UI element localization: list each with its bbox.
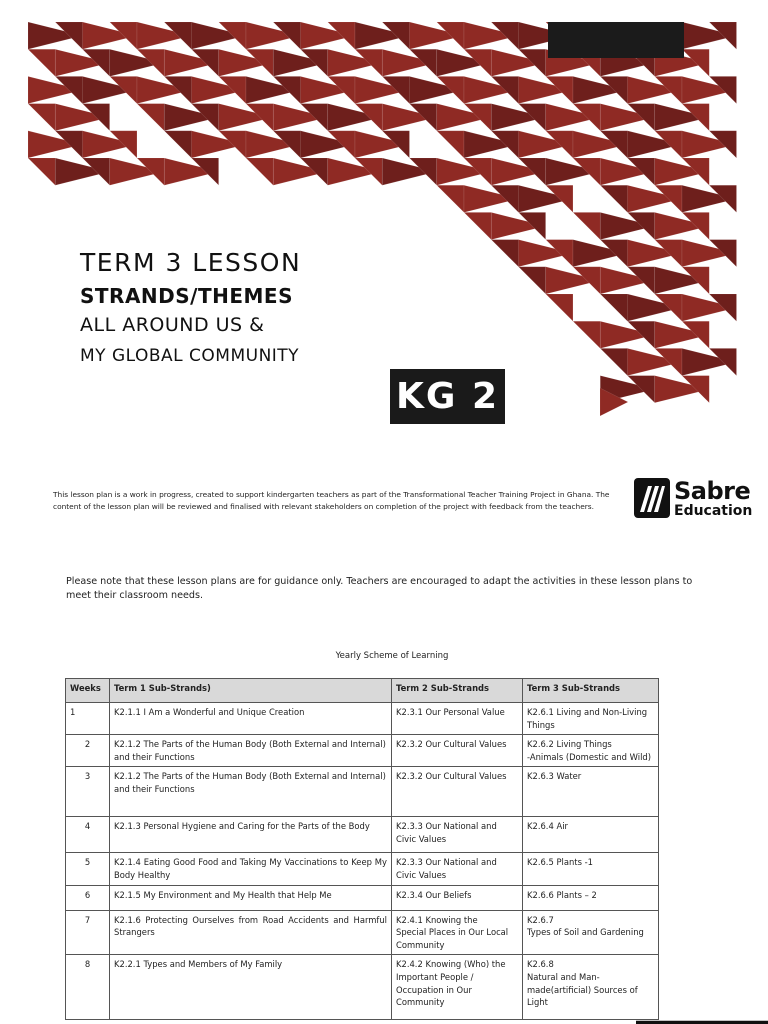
table-row [66,817,659,853]
table-row [66,735,659,767]
cell-week: 1 [66,703,110,735]
cell-term3: K2.6.1 Living and Non-Living Things [523,703,659,735]
cell-week: 2 [66,735,110,767]
cell-term1: K2.1.5 My Environment and My Health that Help Me [110,885,392,910]
cell-term2: K2.3.1 Our Personal Value [392,703,523,735]
pattern-triangle [28,158,55,185]
pattern-triangle [573,321,600,348]
logo-name: Sabre [674,476,751,505]
pattern-triangle [491,240,518,267]
table-header-row [66,679,659,703]
cell-term1: K2.1.2 The Parts of the Human Body (Both External and Internal) and their Functions [110,735,392,767]
cell-term2: K2.4.1 Knowing the Special Places in Our Local Community [392,910,523,955]
table-row [66,767,659,817]
cover-title-line-2: STRANDS/THEMES [80,284,293,308]
table-row [66,853,659,885]
pattern-triangle [519,267,546,294]
cell-term2: K2.4.2 Knowing (Who) the Important People / Occupation in Our Community [392,955,523,1020]
cell-term1: K2.1.4 Eating Good Food and Taking My Vaccinations to Keep My Body Healthy [110,853,392,885]
cell-term3: K2.6.5 Plants -1 [523,853,659,885]
logo-subtitle: Education [674,502,753,519]
cell-term2: K2.3.2 Our Cultural Values [392,735,523,767]
cell-term3: K2.6.4 Air [523,817,659,853]
pattern-edge-mask [738,0,768,440]
pattern-triangle [28,49,55,76]
guidance-note: Please note that these lesson plans are for guidance only. Teachers are encouraged to adapt the activities in these lesson plans to meet their classroom needs. [66,576,693,601]
disclaimer-text: This lesson plan is a work in progress, created to support kindergarten teachers as part of the Transformational Teacher Training Project in Ghana. The content of the lesson plan will be reviewed and finalised with relevant stakeholders on completion of the project with feedback from the teachers. [53,490,610,511]
cover-title-line-3: ALL AROUND US & [80,314,265,336]
table-title: Yearly Scheme of Learning [335,651,449,661]
cover-dark-block [548,22,684,58]
table-row [66,955,659,1020]
cell-week: 6 [66,885,110,910]
cell-term1: K2.1.6 Protecting Ourselves from Road Accidents and Harmful Strangers [110,910,392,955]
cover-title-line-4: MY GLOBAL COMMUNITY [80,346,300,366]
cell-term1: K2.1.3 Personal Hygiene and Caring for the Parts of the Body [110,817,392,853]
cell-week: 4 [66,817,110,853]
cell-term2: K2.3.4 Our Beliefs [392,885,523,910]
pattern-triangle [546,294,573,321]
cell-term1: K2.1.2 The Parts of the Human Body (Both External and Internal) and their Functions [110,767,392,817]
pattern-triangle [464,212,491,239]
cell-week: 3 [66,767,110,817]
cell-term3: K2.6.3 Water [523,767,659,817]
table-row [66,910,659,955]
pattern-triangle [437,185,464,212]
cell-term3: K2.6.8 Natural and Man-made(artificial) Sources of Light [523,955,659,1020]
header-term2: Term 2 Sub-Strands [392,679,523,703]
table-row [66,703,659,735]
yearly-scheme-table [65,678,659,1020]
pattern-triangle [28,104,55,131]
cover-triangle-pattern [0,0,768,440]
kg-level-badge: KG 2 [390,369,505,424]
cell-term2: K2.3.2 Our Cultural Values [392,767,523,817]
header-term1: Term 1 Sub-Strands) [110,679,392,703]
pattern-triangle [600,348,627,375]
cell-term3: K2.6.6 Plants – 2 [523,885,659,910]
cell-week: 5 [66,853,110,885]
sabre-logo-icon [634,478,670,518]
cell-term1: K2.1.1 I Am a Wonderful and Unique Creation [110,703,392,735]
cell-term3: K2.6.7 Types of Soil and Gardening [523,910,659,955]
cell-week: 7 [66,910,110,955]
cell-term3: K2.6.2 Living Things -Animals (Domestic and Wild) [523,735,659,767]
cell-term2: K2.3.3 Our National and Civic Values [392,817,523,853]
cell-week: 8 [66,955,110,1020]
cell-term1: K2.2.1 Types and Members of My Family [110,955,392,1020]
header-term3: Term 3 Sub-Strands [523,679,659,703]
header-weeks: Weeks [66,679,110,703]
table-row [66,885,659,910]
cell-term2: K2.3.3 Our National and Civic Values [392,853,523,885]
sabre-education-logo [634,478,752,518]
cover-title-line-1: TERM 3 LESSON [80,248,302,277]
